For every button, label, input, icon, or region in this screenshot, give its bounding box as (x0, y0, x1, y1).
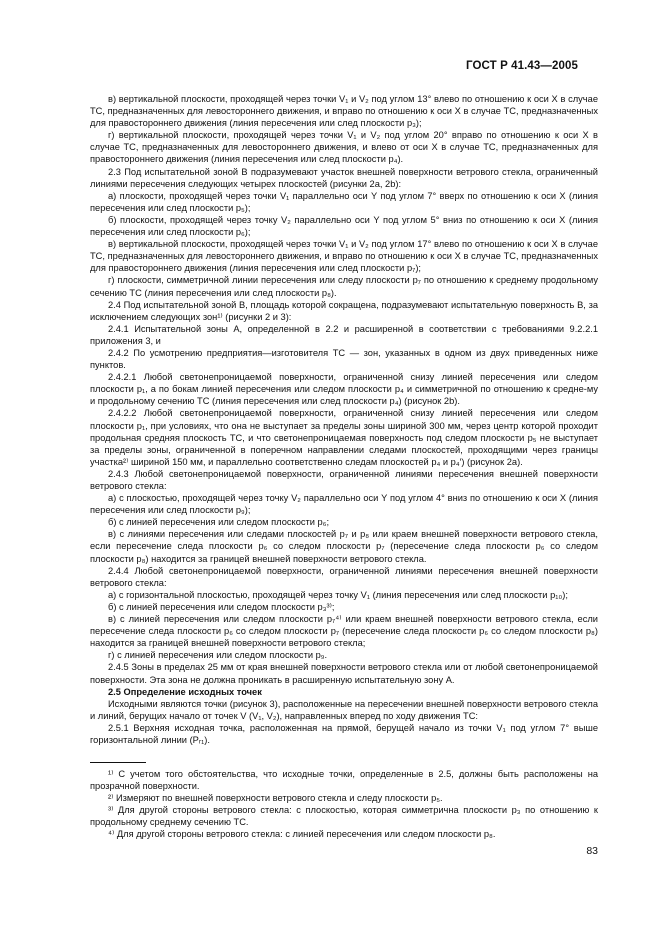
paragraph: в) вертикальной плоскости, проходящей через точки V₁ и V₂ под углом 17° влево по отношению к оси X в случае ТС, предназначенных для левостороннего движения, и вправо по отношению к оси X в случае ТС, предназначенных для правостороннего движения (линия пересечения или след плоскости p₇); (90, 239, 598, 274)
paragraph: в) с линиями пересечения или следами плоскостей p₇ и p₈ или краем внешней поверхности ветрового стекла, если пересечение следа плоскости p₆ со следом плоскости p₇ (пересечение следа плоскости p₆ со следом плоскости p₈) находится за границей внешней поверхности ветрового стекла. (90, 529, 598, 564)
paragraph: б) плоскости, проходящей через точку V₂ параллельно оси Y под углом 5° вниз по отношению к оси X (линия пересечения или след плоскости p₆); (90, 214, 598, 238)
paragraph: 2.4.2 По усмотрению предприятия—изготовителя ТС — зон, указанных в одном из двух приведенных ниже пунктов. (90, 347, 598, 371)
paragraph: а) плоскости, проходящей через точки V₁ параллельно оси Y под углом 7° вверх по отношению к оси X (линия пересечения или след плоскости p₅); (90, 190, 598, 213)
paragraph: г) с линией пересечения или следом плоскости p₉. (108, 650, 328, 661)
paragraph: 2.4.1 Испытательной зоны A, определенной в 2.2 и расширенной в соответствии с требованиями 9.2.2.1 приложения 3, и (90, 323, 598, 346)
section-heading: 2.5 Определение исходных точек (108, 686, 262, 697)
standard-code-header: ГОСТ Р 41.43—2005 (466, 60, 578, 72)
paragraph: 2.4.5 Зоны в пределах 25 мм от края внешней поверхности ветрового стекла или от любой светонепроницаемой поверхности. Эта зона не должна проникать в расширенную испытательную зону A. (90, 662, 598, 685)
footnote-divider (90, 762, 146, 763)
paragraph: в) с линией пересечения или следом плоскости p₇⁴⁾ или краем внешней поверхности ветрового стекла, если пересечение следа плоскости p₆ со следом плоскости p₇ (пересечение следа плоскости p₆ со следом плоскости p₈) находится за границей внешней поверхности ветрового стекла; (90, 614, 598, 649)
paragraph: б) с линией пересечения или следом плоскости p₃³⁾; (108, 601, 335, 612)
footnote: ³⁾ Для другой стороны ветрового стекла: с плоскостью, которая симметрична плоскости p₃ по отношению к продольному среднему сечению ТС. (90, 805, 598, 828)
document-body (90, 93, 598, 746)
paragraph: 2.4.3 Любой светонепроницаемой поверхности, ограниченной линиями пересечения внешней поверхности ветрового стекла: (90, 468, 598, 491)
paragraph: а) с горизонтальной плоскостью, проходящей через точку V₁ (линия пересечения или след плоскости p₁₀); (108, 589, 568, 600)
paragraph: а) с плоскостью, проходящей через точку V₂ параллельно оси Y под углом 4° вниз по отношению к оси X (линия пересечения или след плоскости p₉); (90, 493, 598, 516)
page-number: 83 (586, 845, 598, 857)
paragraph: 2.3 Под испытательной зоной B подразумевают участок внешней поверхности ветрового стекла, ограниченный линиями пересечения следующих четырех плоскостей (рисунки 2a, 2b): (90, 166, 598, 189)
footnote: ²⁾ Измеряют по внешней поверхности ветрового стекла и следу плоскости p₅. (108, 793, 443, 804)
paragraph: в) вертикальной плоскости, проходящей через точки V₁ и V₂ под углом 13° влево по отношению к оси X в случае ТС, предназначенных для левостороннего движения, и вправо по отношению к оси X в случае ТС, предназначенных для правостороннего движения (линия пересечения или след плоскости p₃); (90, 94, 598, 129)
paragraph: 2.5.1 Верхняя исходная точка, расположенная на прямой, берущей начало из точки V₁ под углом 7° выше горизонтальной линии (Pᵣ₁). (90, 722, 598, 745)
paragraph: 2.4.4 Любой светонепроницаемой поверхности, ограниченной линиями пересечения внешней поверхности ветрового стекла: (90, 565, 598, 588)
footnote: ¹⁾ С учетом того обстоятельства, что исходные точки, определенные в 2.5, должны быть расположены на прозрачной поверхности. (90, 769, 598, 792)
paragraph: б) с линией пересечения или следом плоскости p₆; (108, 517, 330, 528)
paragraph: 2.4.2.2 Любой светонепроницаемой поверхности, ограниченной снизу линией пересечения или следом плоскости p₁, при условиях, что она не выступает за пределы зоны шириной 300 мм, через центр которой проходит продольная средняя плоскость ТС, и что светонепроницаемая поверхность под следом плоскости p₅ не выступает за пределы зоны, ограниченной в поперечном направлении следами плоскостей, проходящими через границы участка²⁾ шириной 150 мм, и параллельно соответственно следам плоскостей p₄ и p₄′) (рисунок 2a). (90, 408, 598, 467)
footnote: ⁴⁾ Для другой стороны ветрового стекла: с линией пересечения или следом плоскости p₈. (108, 829, 496, 840)
paragraph: г) плоскости, симметричной линии пересечения или следу плоскости p₇ по отношению к среднему продольному сечению ТС (линия пересечения или след плоскости p₈). (90, 275, 598, 298)
footnotes (90, 762, 598, 841)
paragraph: 2.4.2.1 Любой светонепроницаемой поверхности, ограниченной снизу линией пересечения или следом плоскости p₁, а по бокам линией пересечения или следом плоскости p₄ и симметричной по отношению к средне-му и продольному сечению ТС (линия пересечения или след плоскости p₄) (рисунок 2b). (90, 372, 598, 407)
paragraph: г) вертикальной плоскости, проходящей через точки V₁ и V₂ под углом 20° вправо по отношению к оси X в случае ТС, предназначенных для левостороннего движения, и влево от оси X в случае ТС, предназначенных для правостороннего движения (линия пересечения или след плоскости p₄). (90, 130, 598, 165)
paragraph: 2.4 Под испытательной зоной B, площадь которой сокращена, подразумевают испытательную поверхность B, за исключением следующих зон¹⁾ (рисунки 2 и 3): (90, 299, 598, 322)
paragraph: Исходными являются точки (рисунок 3), расположенные на пересечении внешней поверхности ветрового стекла и линий, берущих начало от точек V (V₁, V₂), направленных вперед по ходу движения ТС: (90, 698, 598, 721)
